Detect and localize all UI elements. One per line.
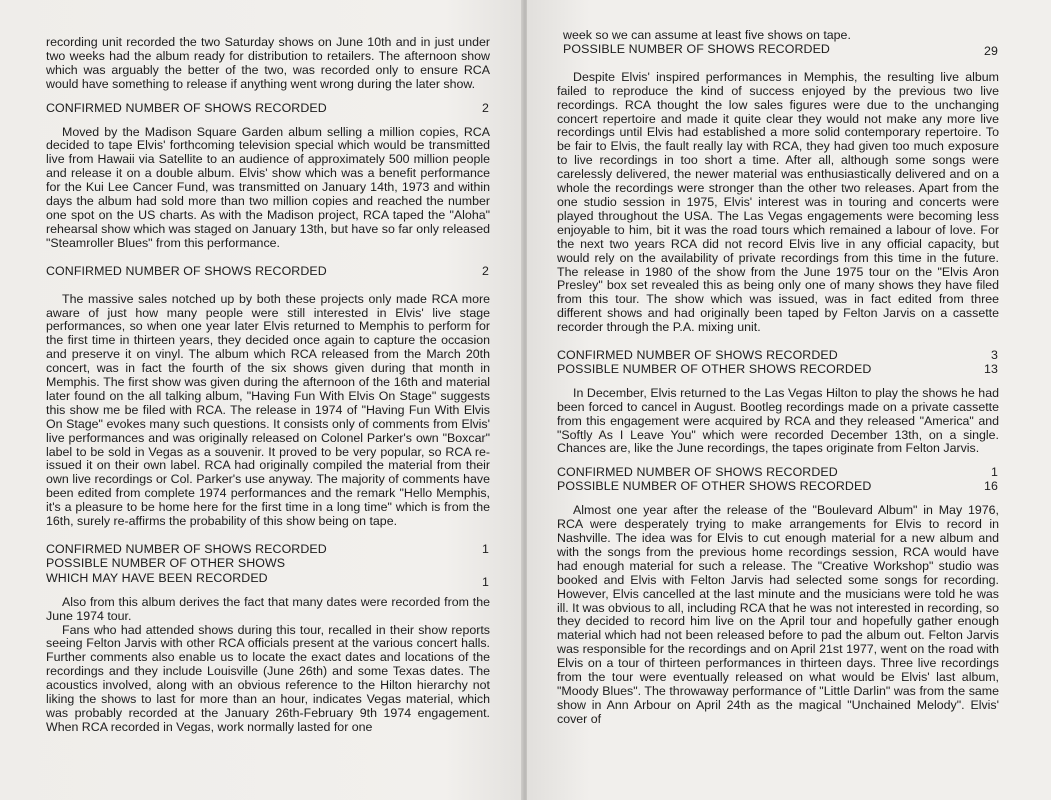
possible-shows-heading bbox=[46, 557, 490, 571]
page-number: 29 bbox=[984, 43, 998, 58]
heading-label: CONFIRMED NUMBER OF SHOWS RECORDED bbox=[46, 542, 327, 556]
heading-label: POSSIBLE NUMBER OF OTHER SHOWS RECORDED bbox=[557, 361, 872, 376]
heading-count: 1 bbox=[482, 542, 489, 556]
heading-count: 13 bbox=[984, 361, 998, 376]
left-paragraph-1: recording unit recorded the two Saturday shows on June 10th and in just under two weeks had the album ready for distribution to retailers. The afternoon show which was arguably the better of the two, was recorded only to ensure RCA would have something to release if anything went wrong during the later show. bbox=[46, 35, 490, 91]
confirmed-shows-heading bbox=[557, 466, 999, 480]
left-page bbox=[0, 0, 523, 800]
left-paragraph-5: Fans who had attended shows during this tour, recalled in their show reports seeing Felton Jarvis with other RCA officials present at the various concert halls. Further comments also enable us to locate the exact dates and locations of the recordings and they include Louisville (June 26th) and some Texas dates. The acoustics involved, along with an obvious reference to the Hilton hierarchy not liking the shows to last for more than an hour, indicates Vegas material, which was probably recorded at the January 26th-February 9th 1974 engagement. When RCA recorded in Vegas, work normally lasted for one bbox=[46, 622, 490, 734]
heading-label: CONFIRMED NUMBER OF SHOWS RECORDED bbox=[557, 465, 838, 480]
heading-label: POSSIBLE NUMBER OF SHOWS RECORDED bbox=[563, 41, 830, 56]
heading-count: 2 bbox=[482, 100, 489, 115]
confirmed-shows-heading bbox=[557, 349, 999, 363]
heading-label: CONFIRMED NUMBER OF SHOWS RECORDED bbox=[46, 263, 327, 278]
heading-count: 2 bbox=[482, 263, 489, 278]
left-paragraph-4: Also from this album derives the fact that many dates were recorded from the June 1974 tour. bbox=[46, 594, 490, 623]
heading-label: WHICH MAY HAVE BEEN RECORDED bbox=[46, 570, 268, 585]
heading-label: POSSIBLE NUMBER OF OTHER SHOWS RECORDED bbox=[557, 479, 872, 494]
possible-shows-heading bbox=[557, 363, 999, 377]
left-text-column bbox=[46, 36, 490, 735]
possible-shows-heading-cont bbox=[46, 570, 490, 589]
right-page bbox=[527, 0, 1051, 800]
right-top-line: week so we can assume at least five shows on tape. bbox=[563, 28, 851, 42]
right-paragraph-1: Despite Elvis' inspired performances in Memphis, the resulting live album failed to reproduce the kind of success enjoyed by the previous two live recordings. RCA thought the low sales figures were due to the unchanging concert repertoire and made it quite clear they would not make any more live recordings until Elvis had established a more solid contemporary repertoire. To be fair to Elvis, the fault really lay with RCA, they had given too much exposure to live recordings in too short a time. After all, although some songs were carelessly delivered, the newer material was enthusiastically delivered and on a whole the recordings were stronger than the other two releases. Apart from the one studio session in 1975, Elvis' interest was in touring and concerts were played throughout the USA. The Las Vegas engagements were becoming less enjoyable to him, bit it was the road tours which remained a labour of love. For the next two years RCA did not record Elvis live in any official capacity, but would rely on the availability of private recordings from this time in the future. The release in 1980 of the show from the June 1975 tour on the "Elvis Aron Presley" box set revealed this as being only one of many shows they have filed from this tour. The show which was issued, was in fact edited from three different shows and had originally been taped by Felton Jarvis on a cassette recorder through the P.A. mixing unit. bbox=[557, 69, 999, 335]
confirmed-shows-heading bbox=[46, 543, 490, 557]
heading-label: CONFIRMED NUMBER OF SHOWS RECORDED bbox=[557, 348, 838, 363]
possible-shows-heading bbox=[557, 480, 999, 494]
heading-label: POSSIBLE NUMBER OF OTHER SHOWS bbox=[46, 555, 286, 570]
heading-count: 16 bbox=[984, 479, 998, 494]
left-paragraph-2: Moved by the Madison Square Garden album selling a million copies, RCA decided to tape Elvis' forthcoming television special which would be transmitted live from Hawaii via Satellite to an audience of approximately 500 million people and release it on a double album. Elvis' show which was a benefit performance for the Kui Lee Cancer Fund, was transmitted on January 14th, 1973 and within days the album had sold more than two million copies and reached the number one spot on the US charts. As with the Madison project, RCA taped the "Aloha" rehearsal show which was staged on January 13th, but have so far only released "Steamroller Blues" from this performance. bbox=[46, 124, 490, 250]
right-paragraph-2: In December, Elvis returned to the Las Vegas Hilton to play the shows he had been forced to cancel in August. Bootleg recordings made on a private cassette from this engagement were acquired by RCA and they released "America" and "Softly As I Leave You" which were recorded December 13th, on a single. Chances are, like the June recordings, the tapes originate from Felton Jarvis. bbox=[557, 385, 999, 456]
heading-count: 1 bbox=[991, 465, 998, 480]
right-text-column bbox=[557, 29, 999, 727]
confirmed-shows-heading bbox=[46, 102, 490, 116]
left-paragraph-3: The massive sales notched up by both these projects only made RCA more aware of just how many people were still interested in Elvis' live stage performances, so when one year later Elvis returned to Memphis to perform for the first time in thirteen years, they decided once again to capture the occasion and preserve it on vinyl. The album which RCA released from the March 20th concert, was in fact the fourth of the six shows given during that month in Memphis. The first show was given during the afternoon of the 16th and material later found on the all talking album, "Having Fun With Elvis On Stage" suggests this show me be filed with RCA. The release in 1974 of "Having Fun With Elvis On Stage" evokes many such questions. It consists only of comments from Elvis' live performances and was originally released on Colonel Parker's own "Boxcar" label to be sold in Vegas as a souvenir. It proved to be very popular, so RCA re-issued it on their own label. RCA had originally compiled the material from their own live recordings or Col. Parker's use anyway. The majority of comments have been edited from complete 1974 performances and the remark "Hello Memphis, it's a pleasure to be home here for the first time in a long time" which is from the 16th, surely re-affirms the probability of this show being on tape. bbox=[46, 291, 490, 529]
possible-shows-heading bbox=[557, 43, 999, 57]
heading-count: 3 bbox=[991, 348, 998, 363]
heading-label: CONFIRMED NUMBER OF SHOWS RECORDED bbox=[46, 100, 327, 115]
right-paragraph-3: Almost one year after the release of the "Boulevard Album" in May 1976, RCA were desperately trying to make arrangements for Elvis to record in Nashville. The idea was for Elvis to cut enough material for a new album and with the songs from the previous home recordings session, RCA would have had enough material for such a release. The "Creative Workshop" studio was booked and Elvis with Felton Jarvis had selected some songs for recording. However, Elvis cancelled at the last minute and the musicians were told he was ill. It was obvious to all, including RCA that he was not interested in recording, so they decided to record him live on the April tour and hopefully gather enough material which had not been released before to pad the album out. Felton Jarvis was responsible for the recordings and on April 21st 1977, went on the road with Elvis on a tour of thirteen performances in thirteen days. Three live recordings from the tour were eventually released on what would be Elvis' last album, "Moody Blues". The throwaway performance of "Little Darlin" was from the same show in Ann Arbour on April 24th as the magical "Unchained Melody". Elvis' cover of bbox=[557, 503, 999, 726]
heading-count: 1 bbox=[482, 574, 489, 589]
confirmed-shows-heading bbox=[46, 265, 490, 279]
